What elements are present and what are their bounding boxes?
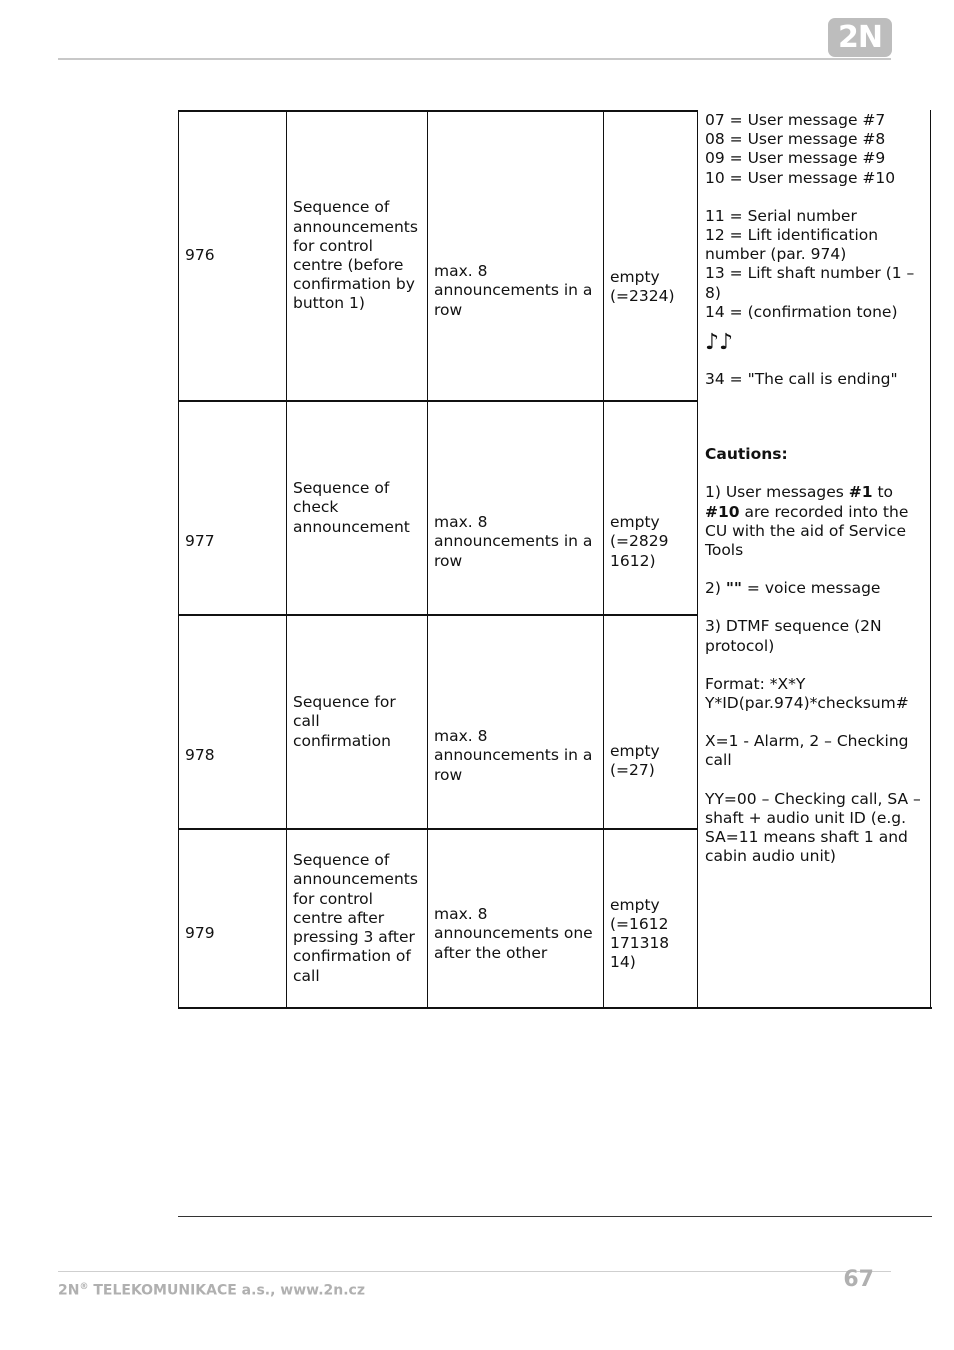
brand-logo: 2N — [828, 18, 892, 57]
page-number: 67 — [843, 1267, 874, 1292]
table-cell-default: empty (=27) — [610, 741, 660, 779]
code-line: 34 = "The call is ending" — [705, 370, 898, 389]
table-cell-range: max. 8 announcements in a row — [434, 262, 593, 319]
code-line: 14 = (confirmation tone) — [705, 302, 898, 321]
music-note-icon: ♪♪ — [705, 330, 734, 356]
footer-company: 2N® TELEKOMUNIKACE a.s., www.2n.cz — [58, 1282, 365, 1299]
code-line: 07 = User message #7 — [705, 111, 886, 129]
column-divider — [697, 110, 698, 1008]
code-line: 10 = User message #10 — [705, 168, 896, 187]
table-cell-description: Sequence of announcements for control centre (before confirmation by button 1) — [293, 198, 418, 313]
table-cell-description: Sequence of check announcement — [293, 479, 410, 536]
table-cell-param: 977 — [185, 532, 215, 551]
table-right-border — [930, 110, 931, 1008]
cautions-title: Cautions: — [705, 445, 788, 464]
caution-1: 1) User messages #1 to #10 are recorded into the CU with the aid of Service Tools — [705, 483, 909, 560]
table-cell-range: max. 8 announcements in a row — [434, 727, 593, 784]
table-cell-range: max. 8 announcements one after the other — [434, 905, 593, 962]
table-cell-range: max. 8 announcements in a row — [434, 513, 593, 570]
section-divider — [178, 1216, 932, 1217]
table-cell-description: Sequence of announcements for control centre after pressing 3 after confirmation of call — [293, 851, 418, 985]
code-line: 13 = Lift shaft number (1 – 8) — [705, 264, 915, 302]
code-line: 09 = User message #9 — [705, 149, 886, 168]
yy-line: YY=00 – Checking call, SA – shaft + audio unit ID (e.g. SA=11 means shaft 1 and cabin audio unit) — [705, 789, 921, 866]
table-cell-param: 979 — [185, 924, 215, 943]
footer-divider — [58, 1271, 891, 1272]
code-line: 12 = Lift identification number (par. 974) — [705, 226, 879, 264]
caution-3: 3) DTMF sequence (2N protocol) — [705, 617, 882, 655]
table-cell-default: empty (=2324) — [610, 267, 675, 305]
code-line: 11 = Serial number — [705, 206, 857, 225]
table-cell-param: 978 — [185, 746, 215, 765]
table-cell-description: Sequence for call confirmation — [293, 693, 396, 750]
code-line: 08 = User message #8 — [705, 130, 886, 149]
table-cell-default: empty (=1612 171318 14) — [610, 895, 670, 972]
notes-cell — [705, 111, 927, 866]
x-line: X=1 - Alarm, 2 – Checking call — [705, 732, 909, 770]
header-divider — [58, 58, 891, 60]
table-cell-default: empty (=2829 1612) — [610, 513, 669, 570]
table-cell-param: 976 — [185, 246, 215, 265]
format-line: Format: *X*Y Y*ID(par.974)*checksum# — [705, 674, 909, 713]
caution-2: 2) "" = voice message — [705, 579, 881, 598]
